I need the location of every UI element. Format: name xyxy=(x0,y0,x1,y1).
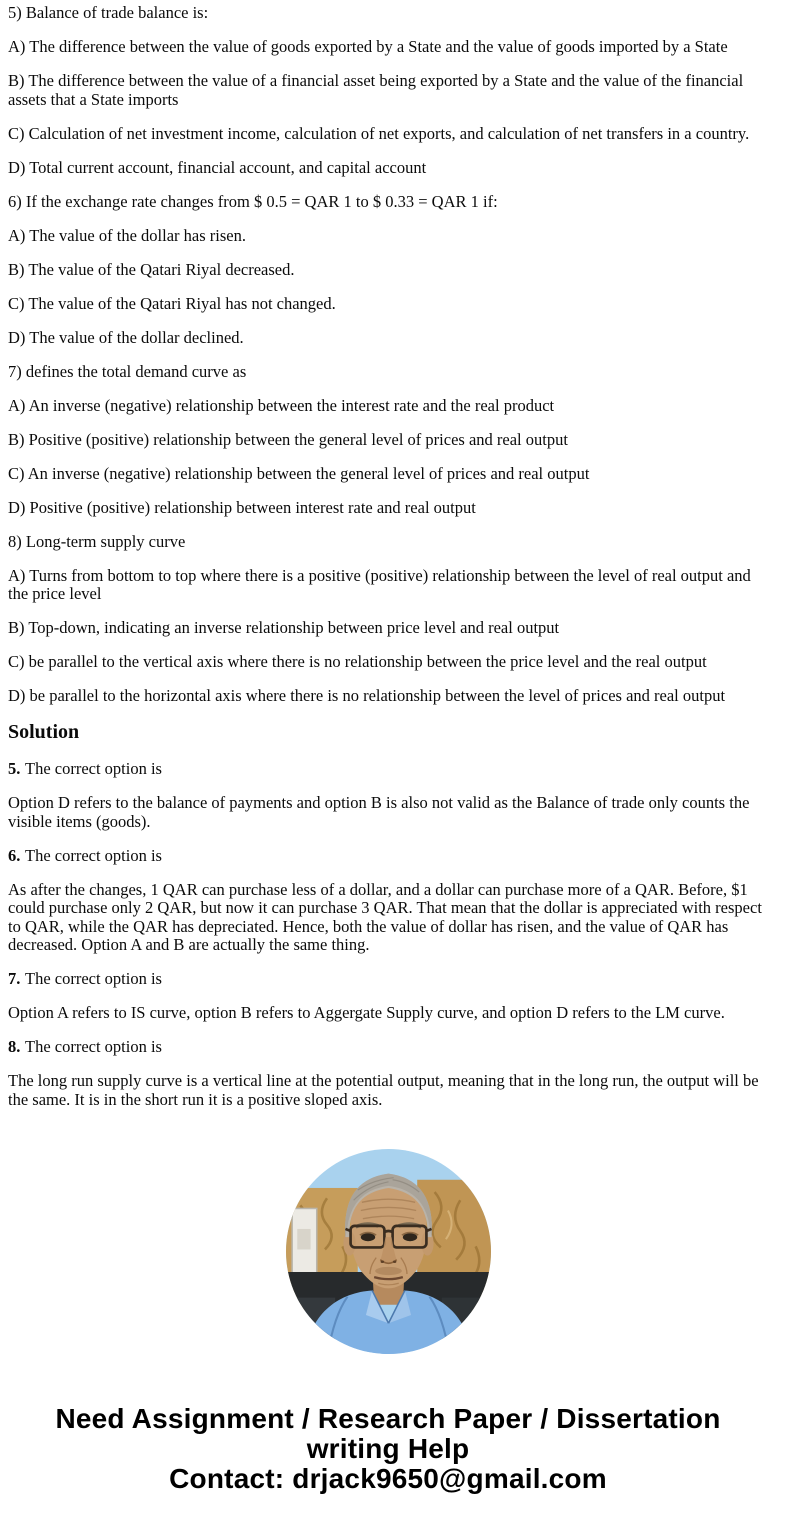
question-8-option-a: A) Turns from bottom to top where there is a positive (positive) relationship between the level of real output and the price level xyxy=(8,565,751,603)
answer-5-intro xyxy=(8,760,768,779)
answer-5-intro-text: The correct option is xyxy=(24,759,162,778)
answer-7-explanation: Option A refers to IS curve, option B refers to Aggergate Supply curve, and option D refers to the LM curve. xyxy=(8,1003,725,1022)
question-8-option-d: D) be parallel to the horizontal axis where there is no relationship between the level of prices and real output xyxy=(8,686,726,705)
answer-5-number: 5. xyxy=(8,759,21,778)
question-8-prompt: 8) Long-term supply curve xyxy=(8,531,186,551)
answer-8-intro xyxy=(8,1038,768,1057)
portrait-photo-container xyxy=(8,1149,768,1354)
question-6-option-c: C) The value of the Qatari Riyal has not changed. xyxy=(8,293,336,313)
footer-contact-text: Contact: drjack9650@gmail.com xyxy=(169,1463,607,1494)
question-7-option-d: D) Positive (positive) relationship between interest rate and real output xyxy=(8,497,476,517)
question-5-option-a: A) The difference between the value of goods exported by a State and the value of goods imported by a State xyxy=(8,37,728,56)
footer-banner xyxy=(8,1404,768,1494)
question-5-option-d: D) Total current account, financial account, and capital account xyxy=(8,157,427,177)
answer-8-explanation: The long run supply curve is a vertical line at the potential output, meaning that in the long run, the output will be the same. It is in the short run it is a positive sloped axis. xyxy=(8,1071,759,1109)
question-7-option-b: B) Positive (positive) relationship between the general level of prices and real output xyxy=(8,429,568,449)
answer-6-intro xyxy=(8,847,768,866)
answer-5-explanation: Option D refers to the balance of payments and option B is also not valid as the Balance of trade only counts the visible items (goods). xyxy=(8,793,750,831)
question-6-prompt: 6) If the exchange rate changes from $ 0.5 = QAR 1 to $ 0.33 = QAR 1 if: xyxy=(8,191,498,211)
question-8-option-b: B) Top-down, indicating an inverse relationship between price level and real output xyxy=(8,618,560,637)
question-7-prompt: 7) defines the total demand curve as xyxy=(8,361,247,381)
question-7-option-c: C) An inverse (negative) relationship between the general level of prices and real output xyxy=(8,463,590,483)
question-7-option-a: A) An inverse (negative) relationship between the interest rate and the real product xyxy=(8,395,555,415)
question-6-option-a: A) The value of the dollar has risen. xyxy=(8,225,246,245)
footer-help-text: Need Assignment / Research Paper / Dissertation writing Help xyxy=(55,1403,721,1464)
question-5-option-b: B) The difference between the value of a financial asset being exported by a State and the value of the financial assets that a State imports xyxy=(8,71,744,109)
answer-6-intro-text: The correct option is xyxy=(24,845,162,865)
answer-7-intro xyxy=(8,970,768,989)
question-6-option-b: B) The value of the Qatari Riyal decreased. xyxy=(8,259,295,279)
question-5-option-c: C) Calculation of net investment income, calculation of net exports, and calculation of net transfers in a country. xyxy=(8,123,750,143)
answer-7-number: 7. xyxy=(8,969,21,988)
answer-8-number: 8. xyxy=(8,1037,21,1056)
answer-8-intro-text: The correct option is xyxy=(24,1037,162,1056)
solution-heading: Solution xyxy=(8,721,80,743)
question-5-prompt: 5) Balance of trade balance is: xyxy=(8,3,209,22)
question-8-option-c: C) be parallel to the vertical axis where there is no relationship between the price level and the real output xyxy=(8,652,707,671)
question-6-option-d: D) The value of the dollar declined. xyxy=(8,327,244,347)
answer-6-explanation: As after the changes, 1 QAR can purchase less of a dollar, and a dollar can purchase more of a QAR. Before, $1 could purchase only 2 QAR, but now it can purchase 3 QAR. That mean that the dollar is appreciated with respect to QAR, while the QAR has depreciated. Hence, both the value of dollar has risen, and the value of QAR has decreased. Option A and B are actually the same thing. xyxy=(8,879,762,954)
answer-7-intro-text: The correct option is xyxy=(24,969,162,988)
portrait-photo xyxy=(286,1149,491,1354)
answer-6-number: 6. xyxy=(8,845,21,865)
